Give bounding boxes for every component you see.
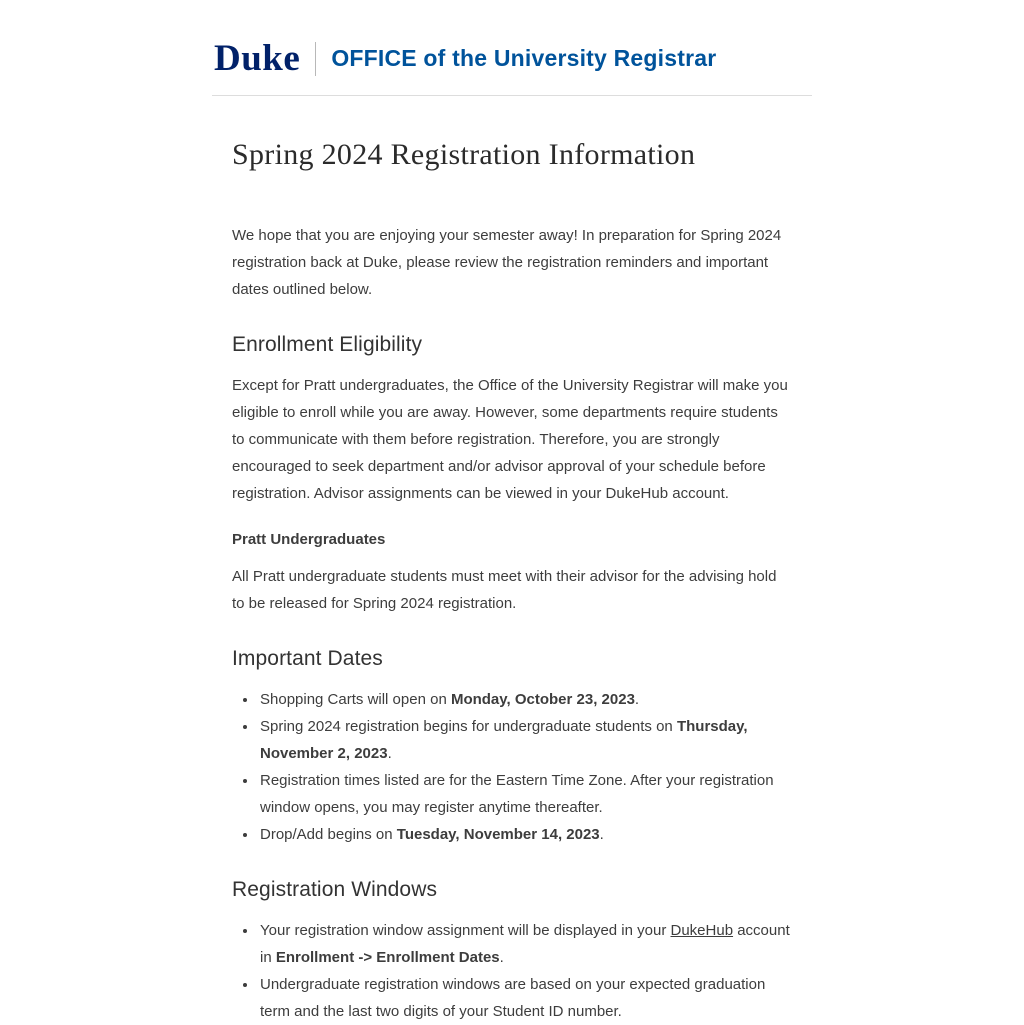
heading-enrollment-eligibility: Enrollment Eligibility [232,333,423,356]
main-content [212,138,812,1025]
list-item: • Your registration window assignment will be displayed in your DukeHub account in Enrollment -> Enrollment Dates. [258,917,792,971]
subheading-pratt-undergraduates: Pratt Undergraduates [232,531,386,548]
list-item [258,767,792,821]
heading-important-dates: Important Dates [232,647,383,670]
list-item: • Drop/Add begins on Tuesday, November 14, 2023. [258,821,792,848]
bold-date: Thursday, November 2, 2023 [260,718,748,762]
logo-divider [315,42,316,76]
email-body [212,0,812,1025]
bold-date: Monday, October 23, 2023 [450,691,635,708]
list-item-text: Registration times listed are for the Eastern Time Zone. After your registration window opens, you may register anytime thereafter. [260,772,774,816]
list-item-text: Drop/Add begins on [260,826,397,843]
dukehub-link[interactable]: DukeHub [670,922,734,939]
page-title: Spring 2024 Registration Information [232,138,696,171]
important-dates-list [232,686,792,848]
duke-logo: Duke [214,38,301,79]
pratt-paragraph: All Pratt undergraduate students must meet with their advisor for the advising hold to be released for Spring 2024 registration. [232,568,777,612]
list-item: • Shopping Carts will open on Monday, October 23, 2023. [258,686,792,713]
office-title: OFFICE of the University Registrar [331,44,717,71]
list-item-text: Undergraduate registration windows are based on your expected graduation term and the last two digits of your Student ID number. [260,976,766,1020]
list-item [258,971,792,1025]
list-item-text: Spring 2024 registration begins for undergraduate students on [260,718,677,735]
bold-enrollment-path: Enrollment -> Enrollment Dates [275,949,500,966]
heading-registration-windows: Registration Windows [232,878,438,901]
list-item-text: Shopping Carts will open on [260,691,451,708]
registration-windows-list [232,917,792,1025]
bold-date: Tuesday, November 14, 2023 [396,826,600,843]
enrollment-paragraph: Except for Pratt undergraduates, the Office of the University Registrar will make you eligible to enroll while you are away. However, some departments require students to communicate with them before registration. Therefore, you are strongly encouraged to seek department and/or advisor approval of your schedule before registration. Advisor assignments can be viewed in your DukeHub account. [232,377,788,502]
intro-paragraph: We hope that you are enjoying your semester away! In preparation for Spring 2024 registration back at Duke, please review the registration reminders and important dates outlined below. [232,227,782,298]
list-item: • Spring 2024 registration begins for undergraduate students on Thursday, November 2, 2023. [258,713,792,767]
list-item-text: Your registration window assignment will be displayed in your [260,922,671,939]
registrar-header [212,40,812,96]
